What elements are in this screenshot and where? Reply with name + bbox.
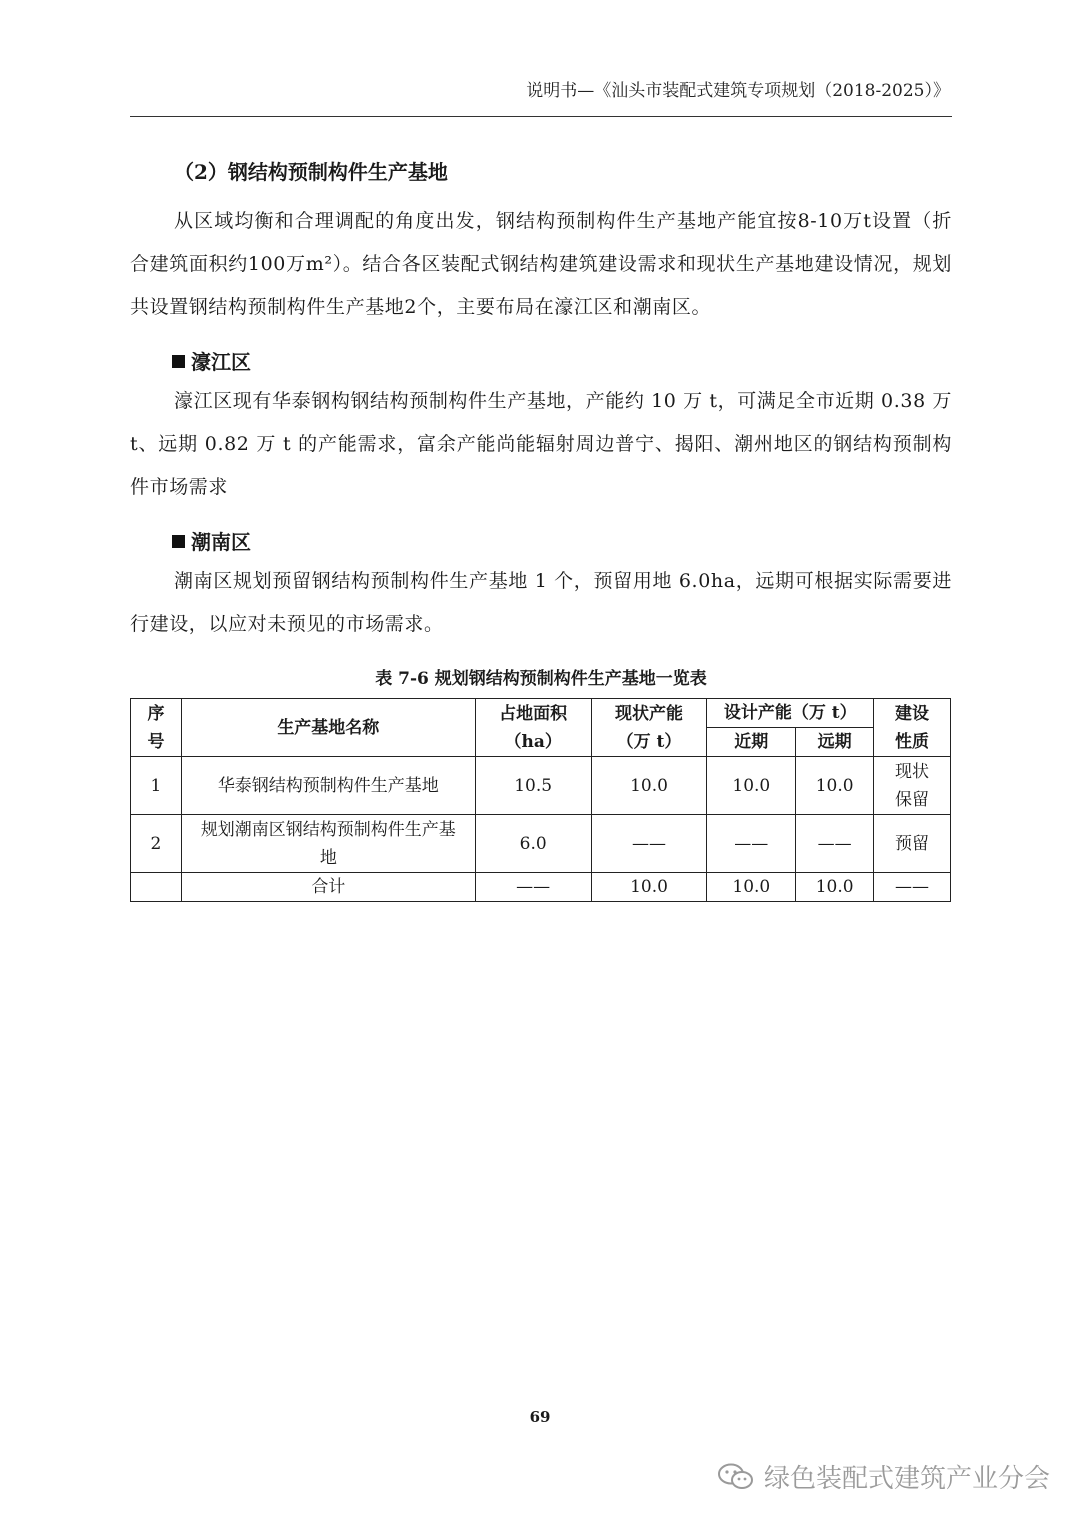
square-bullet-icon [172, 355, 185, 368]
table-total-row [131, 873, 951, 902]
total-seq [131, 873, 182, 902]
production-base-table [130, 698, 951, 902]
row-far: 10.0 [796, 757, 874, 815]
section-title: （2）钢结构预制构件生产基地 [174, 160, 448, 184]
row-near: 10.0 [707, 757, 796, 815]
header-name: 生产基地名称 [181, 699, 475, 757]
header-design: 设计产能（万 t） [707, 699, 874, 728]
row-nature: 现状保留 [874, 757, 951, 815]
row-area: 6.0 [475, 815, 591, 873]
page-number: 69 [529, 1408, 551, 1426]
chaonan-paragraph: 潮南区规划预留钢结构预制构件生产基地 1 个，预留用地 6.0ha，远期可根据实际需要进行建设，以应对未预见的市场需求。 [130, 570, 952, 635]
total-area: —— [475, 873, 591, 902]
subhead-haojiang [172, 346, 251, 375]
table-caption: 表 7-6 规划钢结构预制构件生产基地一览表 [375, 669, 707, 689]
total-far: 10.0 [796, 873, 874, 902]
watermark [716, 1458, 1050, 1495]
row-seq: 1 [131, 757, 182, 815]
haojiang-paragraph: 濠江区现有华泰钢构钢结构预制构件生产基地，产能约 10 万 t，可满足全市近期 0.38 万 t、远期 0.82 万 t 的产能需求，富余产能尚能辐射周边普宁、揭阳、潮州地区的钢结构预制构件市场需求 [130, 390, 952, 498]
subhead-haojiang-label: 濠江区 [191, 350, 251, 374]
row-far: —— [796, 815, 874, 873]
intro-paragraph: 从区域均衡和合理调配的角度出发，钢结构预制构件生产基地产能宜按8-10万t设置（折合建筑面积约100万m²）。结合各区装配式钢结构建筑建设需求和现状生产基地建设情况，规划共设置钢结构预制构件生产基地2个，主要布局在濠江区和潮南区。 [130, 210, 952, 318]
document-header: 说明书—《汕头市装配式建筑专项规划（2018-2025）》 [526, 81, 950, 101]
table-row [131, 815, 951, 873]
row-current: 10.0 [591, 757, 707, 815]
wechat-icon [716, 1462, 756, 1492]
subhead-chaonan [172, 526, 251, 555]
subhead-chaonan-label: 潮南区 [191, 530, 251, 554]
row-near: —— [707, 815, 796, 873]
header-nature: 建设性质 [874, 699, 951, 757]
total-current: 10.0 [591, 873, 707, 902]
header-seq: 序号 [131, 699, 182, 757]
row-name: 华泰钢结构预制构件生产基地 [181, 757, 475, 815]
header-current: 现状产能（万 t） [591, 699, 707, 757]
total-label: 合计 [181, 873, 475, 902]
row-seq: 2 [131, 815, 182, 873]
table-row [131, 757, 951, 815]
row-current: —— [591, 815, 707, 873]
header-rule [130, 116, 952, 117]
watermark-text: 绿色装配式建筑产业分会 [763, 1464, 1050, 1494]
row-nature: 预留 [874, 815, 951, 873]
total-nature: —— [874, 873, 951, 902]
square-bullet-icon [172, 535, 185, 548]
header-area: 占地面积（ha） [475, 699, 591, 757]
total-near: 10.0 [707, 873, 796, 902]
header-near: 近期 [707, 728, 796, 757]
row-area: 10.5 [475, 757, 591, 815]
row-name: 规划潮南区钢结构预制构件生产基地 [181, 815, 475, 873]
header-far: 远期 [796, 728, 874, 757]
